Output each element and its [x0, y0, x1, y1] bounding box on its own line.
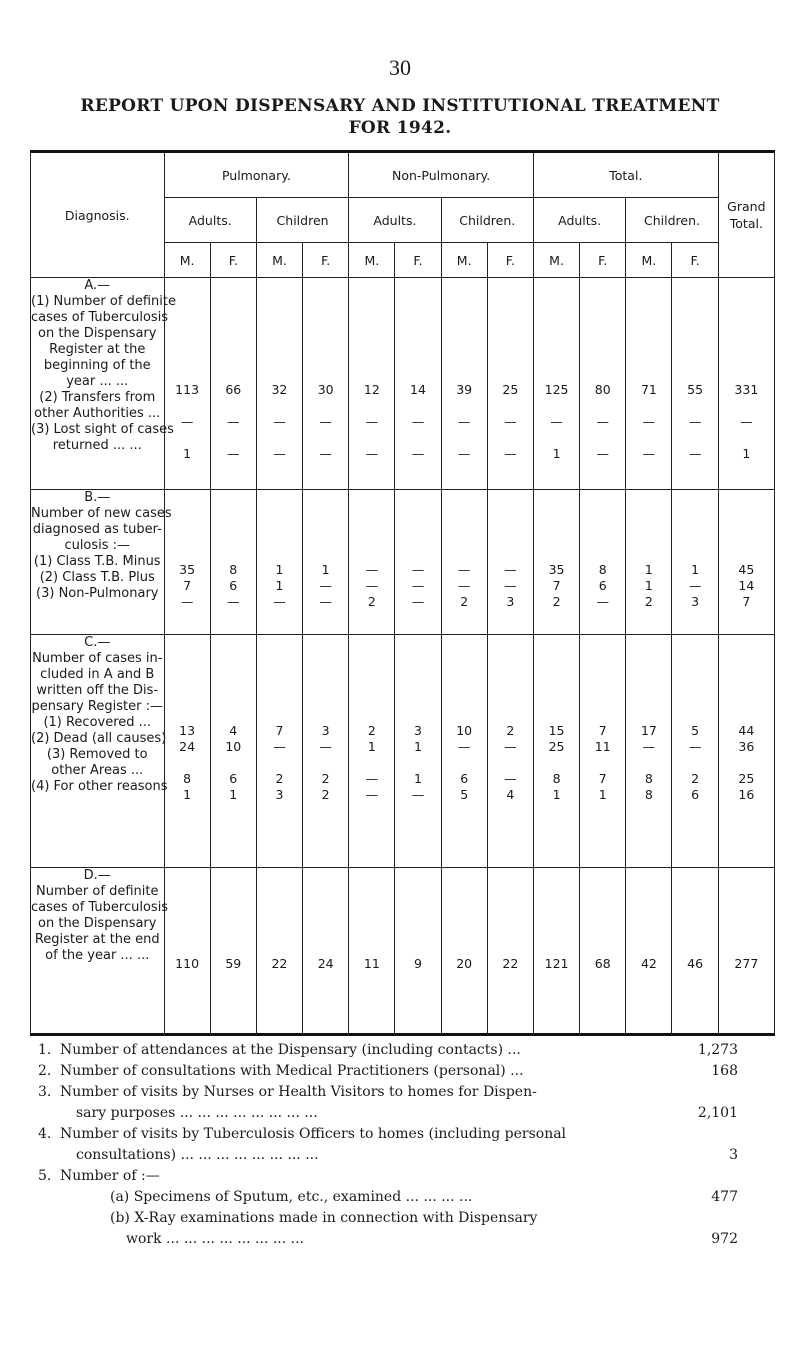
cell-value: — [319, 578, 332, 593]
cell-value: — [411, 446, 425, 461]
cell-value: 8 [229, 562, 238, 577]
cell-value: 71 [640, 382, 657, 397]
cell-value: — [365, 787, 379, 802]
section-b-row [31, 490, 775, 635]
note-text: Number of consultations with Medical Practitioners (personal) ... [60, 1063, 524, 1079]
dispensary-table [30, 150, 775, 1036]
cell-value: 1 [414, 771, 422, 786]
cell-value: 10 [456, 723, 473, 738]
cell-value: — [411, 578, 425, 593]
grand-total-cell [718, 490, 774, 635]
age-header: Children [256, 198, 348, 243]
cell-value: 1 [275, 578, 284, 593]
cell-value: 8 [644, 771, 653, 786]
sex-header: M. [533, 243, 579, 278]
diagnosis-line: Register at the end [34, 932, 160, 947]
value-cell [533, 635, 579, 868]
value-cell [533, 490, 579, 635]
value-cell [164, 635, 210, 868]
value-cell [395, 490, 441, 635]
value-cell [164, 490, 210, 635]
cell-value: — [411, 414, 425, 429]
cell-value: 1 [275, 562, 284, 577]
section-c-row [31, 635, 775, 868]
value-cell [626, 635, 672, 868]
cell-value: — [365, 771, 379, 786]
value-cell [164, 868, 210, 1035]
value-cell [580, 635, 626, 868]
cell-value: — [642, 414, 656, 429]
cell-value: 2 [691, 771, 700, 786]
cell-value: 15 [548, 723, 565, 738]
cell-value: 1 [644, 578, 653, 593]
note-value: 1,273 [697, 1042, 738, 1058]
value-cell [626, 490, 672, 635]
cell-value: 6 [598, 578, 607, 593]
cell-value: 20 [456, 956, 473, 971]
diagnosis-line: of the year ... ... [45, 948, 150, 963]
value-cell [441, 278, 487, 490]
sex-header: M. [441, 243, 487, 278]
diagnosis-line: (2) Dead (all causes) [31, 731, 167, 746]
diagnosis-line: other Authorities ... [34, 406, 161, 421]
value-cell [580, 490, 626, 635]
diagnosis-line: B.— [84, 490, 111, 505]
grand-total-cell [718, 278, 774, 490]
value-cell [441, 635, 487, 868]
value-cell [256, 868, 302, 1035]
cell-value: — [688, 739, 702, 754]
section-a-row [31, 278, 775, 490]
cell-value: — [319, 414, 332, 429]
cell-value: 2 [506, 723, 515, 738]
cell-value: 8 [598, 562, 607, 577]
cell-value: 6 [460, 771, 469, 786]
value-cell [580, 868, 626, 1035]
cell-value: 1 [321, 562, 330, 577]
cell-value: 2 [460, 594, 469, 609]
cell-value: 24 [179, 739, 196, 754]
cell-value: 11 [594, 739, 611, 754]
sex-header: F. [672, 243, 718, 278]
cell-value: 2 [367, 723, 376, 738]
value-cell [441, 868, 487, 1035]
diagnosis-header: Diagnosis. [31, 152, 165, 278]
cell-value: 10 [225, 739, 242, 754]
value-cell [303, 635, 349, 868]
cell-value: 7 [183, 578, 192, 593]
diagnosis-line: C.— [84, 635, 111, 650]
cell-value: — [596, 414, 609, 429]
cell-value: 1 [414, 739, 422, 754]
diagnosis-cell [31, 278, 176, 490]
diagnosis-cell [31, 868, 169, 1035]
cell-value: 1 [644, 562, 653, 577]
cell-value: 59 [225, 956, 242, 971]
cell-value: — [273, 446, 286, 461]
cell-value: 4 [229, 723, 238, 738]
diagnosis-line: (1) Recovered ... [43, 715, 152, 730]
sex-header: F. [210, 243, 256, 278]
note-value: 2,101 [697, 1105, 738, 1121]
cell-value: — [273, 594, 286, 609]
cell-value: 2 [321, 771, 330, 786]
value-cell [349, 868, 395, 1035]
note-item [38, 1208, 738, 1250]
cell-value: — [227, 414, 240, 429]
group-header-total: Total. [533, 152, 718, 198]
cell-value: — [180, 414, 194, 429]
cell-value: 8 [183, 771, 192, 786]
note-text: Number of :— [60, 1168, 160, 1184]
cell-value: 35 [548, 562, 565, 577]
cell-value: — [457, 739, 471, 754]
cell-value: 7 [552, 578, 561, 593]
cell-value: — [273, 414, 286, 429]
diagnosis-line: Number of new cases [31, 506, 172, 521]
value-cell [672, 868, 718, 1035]
cell-value: — [642, 446, 656, 461]
diagnosis-line: Number of cases in- [32, 651, 163, 666]
cell-value: 16 [738, 787, 755, 802]
cell-value: 14 [738, 578, 755, 593]
value-cell [487, 490, 533, 635]
cell-value: 44 [738, 723, 755, 738]
diagnosis-line: A.— [84, 278, 111, 293]
value-cell [210, 868, 256, 1035]
cell-value: 6 [691, 787, 700, 802]
value-cell [164, 278, 210, 490]
note-text: (a) Specimens of Sputum, etc., examined ... ... ... ... [110, 1189, 473, 1205]
value-cell [672, 490, 718, 635]
note-number: 3. [38, 1084, 52, 1100]
cell-value: 8 [552, 771, 561, 786]
cell-value: — [411, 787, 425, 802]
diagnosis-line: diagnosed as tuber- [32, 522, 162, 537]
cell-value: 80 [594, 382, 611, 397]
diagnosis-line: (1) Number of definite [31, 294, 176, 309]
age-header: Children. [626, 198, 718, 243]
cell-value: 1 [691, 562, 700, 577]
sex-header: F. [395, 243, 441, 278]
value-cell [487, 868, 533, 1035]
cell-value: 17 [640, 723, 657, 738]
cell-value: 3 [321, 723, 330, 738]
sex-header: M. [349, 243, 395, 278]
cell-value: — [457, 446, 471, 461]
group-header-non-pulmonary: Non-Pulmonary. [349, 152, 534, 198]
cell-value: — [504, 739, 517, 754]
cell-value: 8 [644, 787, 653, 802]
cell-value: — [550, 414, 563, 429]
cell-value: — [411, 562, 425, 577]
note-item [38, 1124, 738, 1166]
note-text: Number of visits by Tuberculosis Officers to homes (including personal [60, 1126, 567, 1142]
report-subtitle: FOR 1942. [348, 118, 452, 138]
cell-value: 36 [738, 739, 755, 754]
value-cell [580, 278, 626, 490]
note-number: 5. [38, 1168, 52, 1184]
cell-value: 6 [229, 771, 238, 786]
cell-value: — [688, 446, 702, 461]
cell-value: — [642, 739, 656, 754]
cell-value: 68 [594, 956, 611, 971]
cell-value: 7 [598, 723, 607, 738]
value-cell [533, 868, 579, 1035]
cell-value: 7 [598, 771, 607, 786]
cell-value: 1 [598, 787, 607, 802]
sex-header: F. [487, 243, 533, 278]
note-item [38, 1187, 738, 1208]
diagnosis-line: (2) Transfers from [39, 390, 156, 405]
diagnosis-line: (3) Non-Pulmonary [36, 586, 159, 601]
note-item [38, 1082, 738, 1124]
cell-value: 24 [317, 956, 334, 971]
cell-value: — [457, 562, 471, 577]
cell-value: 5 [460, 787, 469, 802]
cell-value: — [227, 594, 240, 609]
cell-value: — [365, 414, 379, 429]
value-cell [626, 278, 672, 490]
value-cell [303, 490, 349, 635]
diagnosis-line: (1) Class T.B. Minus [33, 554, 161, 569]
cell-value: 55 [687, 382, 704, 397]
cell-value: 12 [363, 382, 380, 397]
note-text: Number of visits by Nurses or Health Visitors to homes for Dispen- [60, 1084, 537, 1100]
cell-value: 2 [321, 787, 330, 802]
value-cell [349, 490, 395, 635]
cell-value: 1 [742, 446, 751, 461]
cell-value: 42 [640, 956, 657, 971]
value-cell [303, 278, 349, 490]
cell-value: — [273, 739, 286, 754]
cell-value: 46 [687, 956, 704, 971]
cell-value: 121 [544, 956, 569, 971]
diagnosis-line: D.— [83, 868, 111, 883]
cell-value: — [457, 414, 471, 429]
cell-value: — [688, 414, 702, 429]
grand-total-cell [718, 868, 774, 1035]
sex-header: M. [256, 243, 302, 278]
header-row-groups [31, 152, 775, 198]
cell-value: — [227, 446, 240, 461]
cell-value: 1 [367, 739, 376, 754]
value-cell [210, 490, 256, 635]
report-title: REPORT UPON DISPENSARY AND INSTITUTIONAL TREATMENT [80, 96, 720, 116]
sex-header: F. [303, 243, 349, 278]
value-cell [672, 278, 718, 490]
cell-value: — [365, 446, 379, 461]
cell-value: 3 [691, 594, 700, 609]
cell-value: 113 [175, 382, 200, 397]
sex-header: M. [626, 243, 672, 278]
note-text: (b) X-Ray examinations made in connection with Dispensary [110, 1210, 538, 1226]
note-value: 168 [711, 1063, 738, 1079]
cell-value: 110 [175, 956, 200, 971]
value-cell [487, 278, 533, 490]
cell-value: — [457, 578, 471, 593]
diagnosis-line: (2) Class T.B. Plus [39, 570, 155, 585]
note-value: 477 [711, 1189, 738, 1205]
diagnosis-cell [31, 635, 168, 868]
diagnosis-line: culosis :— [64, 538, 131, 553]
value-cell [672, 635, 718, 868]
value-cell [256, 278, 302, 490]
cell-value: 125 [544, 382, 569, 397]
cell-value: 277 [734, 956, 759, 971]
cell-value: 39 [456, 382, 473, 397]
age-header: Adults. [349, 198, 441, 243]
age-header: Adults. [164, 198, 256, 243]
cell-value: — [319, 446, 332, 461]
group-header-pulmonary: Pulmonary. [164, 152, 349, 198]
value-cell [395, 868, 441, 1035]
cell-value: 25 [502, 382, 519, 397]
cell-value: — [688, 578, 702, 593]
diagnosis-line: written off the Dis- [36, 683, 159, 698]
cell-value: 1 [552, 446, 561, 461]
cell-value: — [365, 578, 379, 593]
sex-header: F. [580, 243, 626, 278]
cell-value: — [319, 739, 332, 754]
cell-value: 35 [179, 562, 196, 577]
value-cell [256, 490, 302, 635]
note-item [38, 1166, 738, 1187]
diagnosis-line: cases of Tuberculosis [31, 310, 169, 325]
diagnosis-line: on the Dispensary [38, 916, 157, 931]
cell-value: — [411, 594, 425, 609]
value-cell [395, 635, 441, 868]
cell-value: 3 [275, 787, 284, 802]
cell-value: 331 [734, 382, 759, 397]
cell-value: — [504, 771, 517, 786]
diagnosis-line: year ... ... [66, 374, 129, 389]
note-item [38, 1040, 738, 1061]
diagnosis-line: cluded in A and B [40, 667, 155, 682]
cell-value: — [504, 562, 517, 577]
cell-value: — [596, 446, 609, 461]
cell-value: 5 [691, 723, 700, 738]
value-cell [210, 278, 256, 490]
note-value: 3 [729, 1147, 738, 1163]
note-number: 2. [38, 1063, 52, 1079]
cell-value: 1 [552, 787, 561, 802]
cell-value: — [504, 446, 517, 461]
cell-value: 2 [367, 594, 376, 609]
cell-value: 30 [317, 382, 334, 397]
grand-total-cell [718, 635, 774, 868]
section-d-row [31, 868, 775, 1035]
diagnosis-line: (3) Removed to [46, 747, 148, 762]
cell-value: 2 [275, 771, 284, 786]
cell-value: 4 [506, 787, 515, 802]
value-cell [395, 278, 441, 490]
cell-value: 45 [738, 562, 755, 577]
page-number: 30 [389, 55, 411, 80]
cell-value: — [365, 562, 379, 577]
cell-value: 32 [271, 382, 288, 397]
note-text: sary purposes ... ... ... ... ... ... ... ... [76, 1105, 318, 1121]
diagnosis-line: on the Dispensary [38, 326, 157, 341]
cell-value: 3 [414, 723, 422, 738]
diagnosis-line: cases of Tuberculosis [31, 900, 169, 915]
cell-value: 1 [229, 787, 238, 802]
note-text: work ... ... ... ... ... ... ... ... [126, 1231, 304, 1247]
note-item [38, 1061, 738, 1082]
cell-value: 22 [502, 956, 519, 971]
cell-value: — [504, 578, 517, 593]
note-value: 972 [711, 1231, 738, 1247]
diagnosis-line: (4) For other reasons [31, 779, 168, 794]
cell-value: 22 [271, 956, 288, 971]
value-cell [349, 278, 395, 490]
note-text: Number of attendances at the Dispensary (including contacts) ... [60, 1042, 521, 1058]
cell-value: 2 [552, 594, 561, 609]
value-cell [210, 635, 256, 868]
diagnosis-line: Register at the [49, 342, 146, 357]
cell-value: 7 [742, 594, 751, 609]
value-cell [256, 635, 302, 868]
cell-value: — [319, 594, 332, 609]
grand-total-header: Grand Total. [718, 152, 774, 278]
cell-value: — [504, 414, 517, 429]
age-header: Adults. [533, 198, 625, 243]
cell-value: 14 [410, 382, 426, 397]
diagnosis-line: pensary Register :— [31, 699, 163, 714]
cell-value: 1 [183, 446, 192, 461]
cell-value: 25 [738, 771, 755, 786]
sex-header: M. [164, 243, 210, 278]
cell-value: 25 [548, 739, 565, 754]
value-cell [303, 868, 349, 1035]
note-number: 4. [38, 1126, 52, 1142]
note-text: consultations) ... ... ... ... ... ... ... ... [76, 1147, 319, 1163]
cell-value: — [180, 594, 194, 609]
diagnosis-line: (3) Lost sight of cases [31, 422, 174, 437]
diagnosis-line: returned ... ... [52, 438, 142, 453]
diagnosis-cell [31, 490, 172, 635]
value-cell [441, 490, 487, 635]
value-cell [533, 278, 579, 490]
cell-value: 3 [506, 594, 515, 609]
cell-value: 9 [414, 956, 422, 971]
cell-value: 11 [363, 956, 380, 971]
cell-value: 7 [275, 723, 284, 738]
diagnosis-line: other Areas ... [51, 763, 144, 778]
cell-value: 13 [179, 723, 196, 738]
value-cell [487, 635, 533, 868]
diagnosis-line: beginning of the [43, 358, 151, 373]
diagnosis-line: Number of definite [36, 884, 159, 899]
age-header: Children. [441, 198, 533, 243]
value-cell [349, 635, 395, 868]
cell-value: 1 [183, 787, 192, 802]
cell-value: 6 [229, 578, 238, 593]
notes-list [38, 1040, 738, 1250]
cell-value: 66 [225, 382, 242, 397]
cell-value: — [596, 594, 609, 609]
note-number: 1. [38, 1042, 52, 1058]
cell-value: — [740, 414, 753, 429]
value-cell [626, 868, 672, 1035]
cell-value: 2 [644, 594, 653, 609]
